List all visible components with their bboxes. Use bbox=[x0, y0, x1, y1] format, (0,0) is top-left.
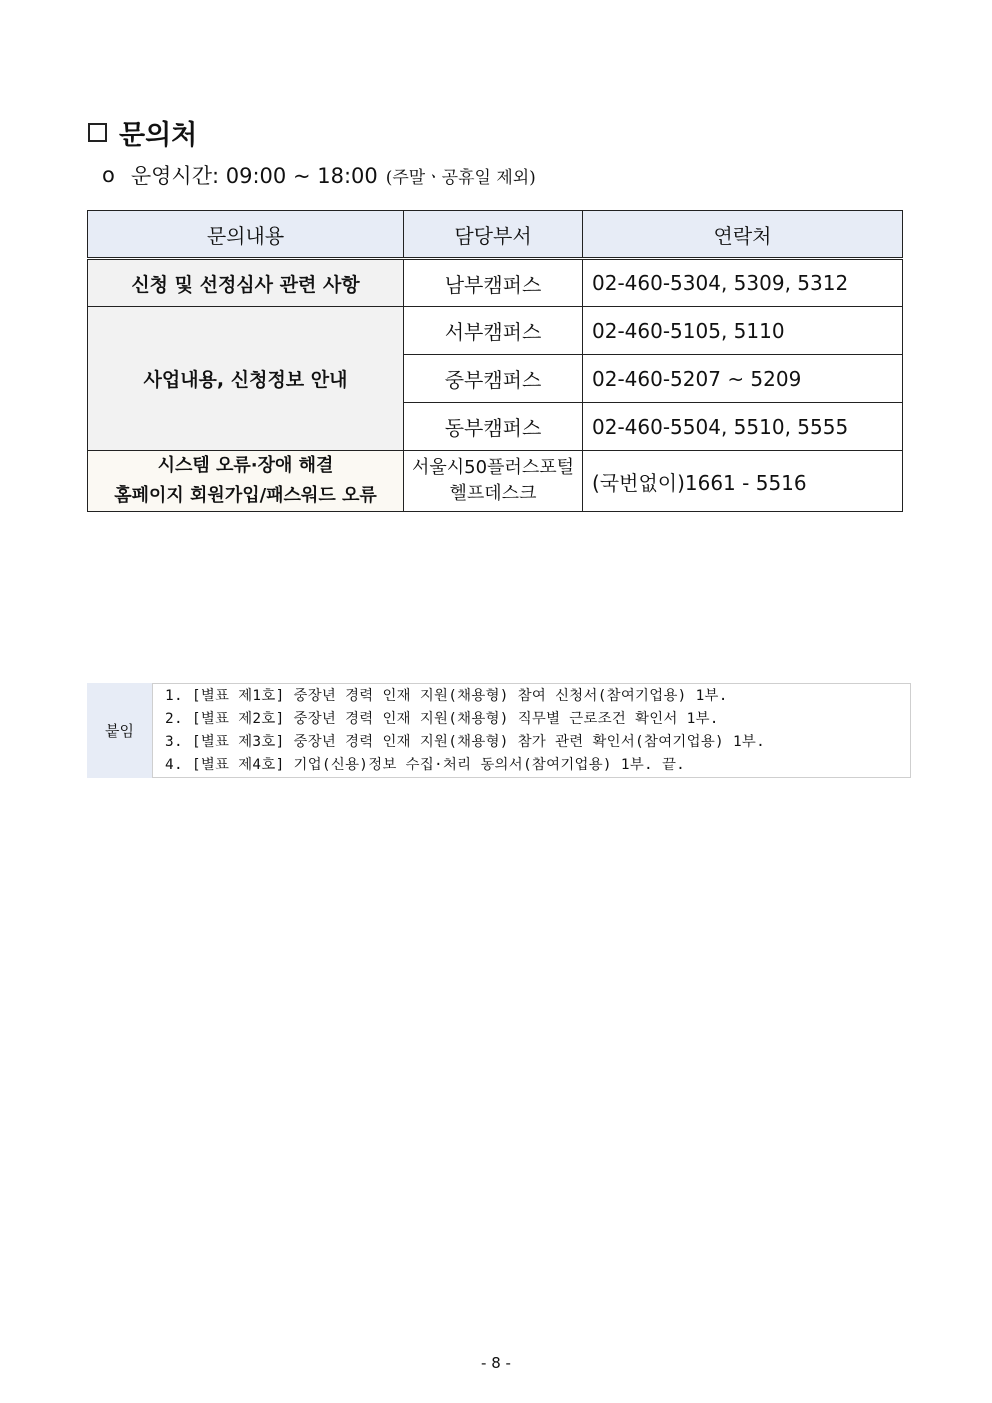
row-category bbox=[88, 451, 404, 512]
row-department: 서부캠퍼스 bbox=[404, 307, 583, 355]
attachment-item: 2. [별표 제2호] 중장년 경력 인재 지원(채용형) 직무별 근로조건 확인서 1부. bbox=[165, 710, 719, 727]
row-department: 남부캠퍼스 bbox=[404, 259, 583, 307]
row-phone: 02-460-5207 ~ 5209 bbox=[583, 355, 903, 403]
header-inquiry: 문의내용 bbox=[88, 211, 404, 259]
row-category: 사업내용, 신청정보 안내 bbox=[88, 307, 404, 451]
row-category-line2: 홈페이지 회원가입/패스워드 오류 bbox=[114, 485, 377, 506]
section-title-text: 문의처 bbox=[119, 119, 198, 151]
table-row bbox=[88, 451, 903, 512]
row-department: 중부캠퍼스 bbox=[404, 355, 583, 403]
section-title bbox=[88, 112, 197, 152]
bullet-icon: o bbox=[102, 163, 115, 187]
checkbox-square-icon bbox=[88, 123, 107, 142]
row-phone: (국번없이)1661 - 5516 bbox=[583, 451, 903, 512]
header-department: 담당부서 bbox=[404, 211, 583, 259]
attachments-list bbox=[152, 683, 911, 778]
row-category: 신청 및 선정심사 관련 사항 bbox=[88, 259, 404, 307]
operating-hours-note: (주말ㆍ공휴일 제외) bbox=[385, 167, 536, 188]
row-phone: 02-460-5304, 5309, 5312 bbox=[583, 259, 903, 307]
row-category-line1: 시스템 오류·장애 해결 bbox=[157, 455, 334, 476]
contact-table bbox=[87, 210, 903, 512]
attachments-label: 붙임 bbox=[87, 683, 152, 778]
table-header-row bbox=[88, 211, 903, 259]
row-department-line2: 헬프데스크 bbox=[449, 483, 537, 504]
row-department-line1: 서울시50플러스포털 bbox=[411, 457, 574, 478]
attachment-item: 3. [별표 제3호] 중장년 경력 인재 지원(채용형) 참가 관련 확인서(참여기업용) 1부. bbox=[165, 733, 766, 750]
attachment-item: 4. [별표 제4호] 기업(신용)정보 수집·처리 동의서(참여기업용) 1부. 끝. bbox=[165, 756, 686, 773]
row-phone: 02-460-5105, 5110 bbox=[583, 307, 903, 355]
row-department bbox=[404, 451, 583, 512]
table-row bbox=[88, 259, 903, 307]
attachment-item: 1. [별표 제1호] 중장년 경력 인재 지원(채용형) 참여 신청서(참여기업용) 1부. bbox=[165, 687, 728, 704]
row-department: 동부캠퍼스 bbox=[404, 403, 583, 451]
table-row bbox=[88, 307, 903, 355]
row-phone: 02-460-5504, 5510, 5555 bbox=[583, 403, 903, 451]
operating-hours-text: 운영시간: 09:00 ~ 18:00 bbox=[130, 164, 378, 188]
page-number: - 8 - bbox=[481, 1354, 511, 1372]
header-contact: 연락처 bbox=[583, 211, 903, 259]
attachments-box bbox=[87, 683, 911, 778]
operating-hours bbox=[102, 158, 536, 192]
